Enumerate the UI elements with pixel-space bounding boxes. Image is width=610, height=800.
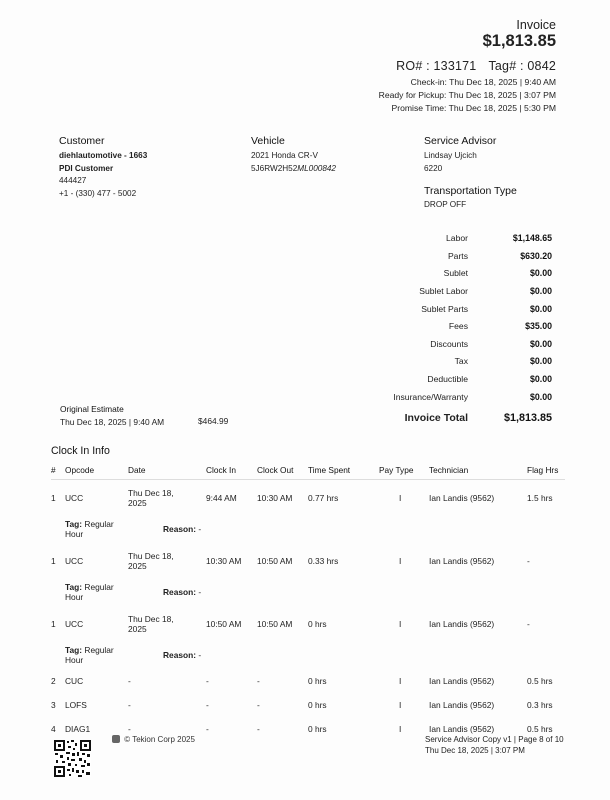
estimate-amount: $464.99 <box>198 416 229 426</box>
cell-opcode: DIAG1 <box>65 723 91 734</box>
table-row <box>51 480 565 516</box>
cell-opcode: CUC <box>65 675 84 686</box>
reason-cell <box>128 516 565 543</box>
cell-flag-hrs: 1.5 hrs <box>527 492 553 503</box>
customer-type: PDI Customer <box>59 163 114 173</box>
clock-in-table <box>51 462 565 741</box>
cell-flag-hrs: 0.3 hrs <box>527 699 553 710</box>
vehicle-vin <box>251 163 336 176</box>
cell-time-spent: 0 hrs <box>308 699 327 710</box>
qr-code <box>54 740 91 777</box>
totals-value-parts: $630.20 <box>520 251 552 261</box>
totals-value-insurance: $0.00 <box>529 392 552 402</box>
tag-value: Regular Hour <box>65 645 114 665</box>
totals-label-fees: Fees <box>448 321 468 331</box>
tag-label: Tag: <box>65 582 83 592</box>
cell-pay-type: I <box>399 675 402 686</box>
table-row <box>51 543 565 579</box>
col-time-spent: Time Spent <box>308 462 379 480</box>
cell-pay-type: I <box>399 723 402 734</box>
reason-label: Reason: <box>163 587 197 597</box>
totals-label-deductible: Deductible <box>427 374 468 384</box>
clock-header-row <box>51 462 565 480</box>
vin-suffix: ML000842 <box>297 163 336 173</box>
totals-value-sublet: $0.00 <box>529 268 552 278</box>
copyright <box>112 735 195 744</box>
vin-prefix: 5J6RW2H52 <box>251 163 298 173</box>
cell-time-spent: 0 hrs <box>308 675 327 686</box>
invoice-total-label: Invoice Total <box>404 412 468 424</box>
totals-label-labor: Labor <box>446 233 468 243</box>
cell-flag-hrs: - <box>527 618 530 629</box>
reason-cell <box>128 642 565 669</box>
tag-label: Tag# : <box>488 59 524 73</box>
cell-opcode: UCC <box>65 618 84 629</box>
cell-time-spent: 0 hrs <box>308 723 327 734</box>
cell-clock-out: - <box>257 675 260 686</box>
cell-flag-hrs: 0.5 hrs <box>527 675 553 686</box>
cell-num: 1 <box>51 555 56 566</box>
invoice-total-value: $1,813.85 <box>503 412 552 424</box>
tag-row <box>51 516 565 543</box>
invoice-label: Invoice <box>516 18 556 32</box>
totals-label-insurance: Insurance/Warranty <box>393 392 468 402</box>
reason-label: Reason: <box>163 650 197 660</box>
cell-clock-in: - <box>206 723 209 734</box>
transport-heading: Transportation Type <box>424 185 517 197</box>
tag-label: Tag: <box>65 519 83 529</box>
customer-block <box>59 135 147 200</box>
tag-value: Regular Hour <box>65 519 114 539</box>
cell-date: - <box>128 699 131 710</box>
cell-pay-type: I <box>399 699 402 710</box>
cell-opcode: UCC <box>65 555 84 566</box>
vehicle-heading: Vehicle <box>251 135 285 147</box>
cell-date: Thu Dec 18, 2025 <box>128 550 174 571</box>
cell-technician: Ian Landis (9562) <box>429 492 495 503</box>
col-opcode: Opcode <box>65 462 128 480</box>
tag-row <box>51 579 565 606</box>
copyright-text: © Tekion Corp 2025 <box>124 735 195 744</box>
cell-clock-out: 10:50 AM <box>257 618 293 629</box>
ready-time: Ready for Pickup: Thu Dec 18, 2025 | 3:07 PM <box>378 90 556 100</box>
totals-label-sublet-parts: Sublet Parts <box>421 304 468 314</box>
ro-number: 133171 <box>433 59 477 73</box>
col-num: # <box>51 462 65 480</box>
reason-value: - <box>198 587 202 597</box>
cell-technician: Ian Landis (9562) <box>429 675 495 686</box>
advisor-name: Lindsay Ujcich <box>424 151 477 160</box>
cell-num: 4 <box>51 723 56 734</box>
customer-phone: +1 - (330) 477 - 5002 <box>59 188 137 198</box>
cell-clock-in: - <box>206 699 209 710</box>
cell-date: Thu Dec 18, 2025 <box>128 487 174 508</box>
checkin-time: Check-in: Thu Dec 18, 2025 | 9:40 AM <box>410 77 556 87</box>
estimate-date: Thu Dec 18, 2025 | 9:40 AM <box>60 416 165 427</box>
cell-time-spent: 0.33 hrs <box>308 555 339 566</box>
cell-time-spent: 0 hrs <box>308 618 327 629</box>
tag-cell <box>51 579 128 606</box>
advisor-id: 6220 <box>424 163 443 173</box>
totals-value-deductible: $0.00 <box>529 374 552 384</box>
clock-in-title: Clock In Info <box>51 445 110 457</box>
cell-opcode: UCC <box>65 492 84 503</box>
totals-value-sublet-parts: $0.00 <box>529 304 552 314</box>
cell-opcode: LOFS <box>65 699 87 710</box>
cell-pay-type: I <box>399 618 402 629</box>
cell-date: - <box>128 723 131 734</box>
table-row <box>51 669 565 693</box>
col-clock-in: Clock In <box>206 462 257 480</box>
cell-technician: Ian Landis (9562) <box>429 699 495 710</box>
cell-num: 2 <box>51 675 56 686</box>
col-date: Date <box>128 462 206 480</box>
customer-heading: Customer <box>59 135 105 147</box>
invoice-total-header: $1,813.85 <box>482 32 556 50</box>
totals-value-fees: $35.00 <box>525 321 552 331</box>
col-pay-type: Pay Type <box>379 462 429 480</box>
printed-time: Thu Dec 18, 2025 | 3:07 PM <box>425 746 525 755</box>
totals-label-parts: Parts <box>447 251 468 261</box>
cell-flag-hrs: 0.5 hrs <box>527 723 553 734</box>
totals-value-discounts: $0.00 <box>529 339 552 349</box>
totals-value-sublet-labor: $0.00 <box>529 286 552 296</box>
col-technician: Technician <box>429 462 527 480</box>
cell-pay-type: I <box>399 492 402 503</box>
cell-technician: Ian Landis (9562) <box>429 618 495 629</box>
cell-num: 1 <box>51 618 56 629</box>
totals-label-sublet: Sublet <box>443 268 468 278</box>
cell-num: 3 <box>51 699 56 710</box>
tag-label: Tag: <box>65 645 83 655</box>
cell-date: - <box>128 675 131 686</box>
reason-cell <box>128 579 565 606</box>
reason-value: - <box>198 650 202 660</box>
cell-clock-out: 10:30 AM <box>257 492 293 503</box>
tekion-logo-icon <box>112 735 120 743</box>
cell-clock-out: - <box>257 723 260 734</box>
tag-value: Regular Hour <box>65 582 114 602</box>
transport-type: DROP OFF <box>424 200 467 209</box>
cell-date: Thu Dec 18, 2025 <box>128 613 174 634</box>
original-estimate <box>60 403 164 428</box>
cell-num: 1 <box>51 492 56 503</box>
cell-clock-out: 10:50 AM <box>257 555 293 566</box>
table-row <box>51 606 565 642</box>
qr-code-graphic <box>54 740 91 777</box>
reason-label: Reason: <box>163 524 197 534</box>
cell-clock-in: 10:50 AM <box>206 618 242 629</box>
estimate-heading: Original Estimate <box>60 404 124 414</box>
cell-time-spent: 0.77 hrs <box>308 492 339 503</box>
totals-label-sublet-labor: Sublet Labor <box>419 286 468 296</box>
advisor-block <box>424 135 517 212</box>
ro-tag-line <box>396 59 556 73</box>
copy-info: Service Advisor Copy v1 | Page 8 of 10 <box>425 735 564 744</box>
customer-id: 444427 <box>59 176 87 185</box>
cell-clock-in: 10:30 AM <box>206 555 242 566</box>
cell-flag-hrs: - <box>527 555 530 566</box>
cell-technician: Ian Landis (9562) <box>429 723 495 734</box>
col-clock-out: Clock Out <box>257 462 308 480</box>
customer-name: diehlautomotive - 1663 <box>59 151 148 160</box>
cell-pay-type: I <box>399 555 402 566</box>
cell-technician: Ian Landis (9562) <box>429 555 495 566</box>
totals-label-tax: Tax <box>454 356 468 366</box>
col-flag-hrs: Flag Hrs <box>527 462 565 480</box>
reason-value: - <box>198 524 202 534</box>
cell-clock-in: 9:44 AM <box>206 492 237 503</box>
tag-number: 0842 <box>527 59 556 73</box>
vehicle-model: 2021 Honda CR-V <box>251 151 318 160</box>
totals-label-discounts: Discounts <box>430 339 468 349</box>
tag-cell <box>51 516 128 543</box>
table-row <box>51 693 565 717</box>
totals-value-labor: $1,148.65 <box>512 233 552 243</box>
ro-label: RO# : <box>396 59 430 73</box>
cell-clock-out: - <box>257 699 260 710</box>
promise-time: Promise Time: Thu Dec 18, 2025 | 5:30 PM <box>391 103 556 113</box>
totals-value-tax: $0.00 <box>529 356 552 366</box>
tag-cell <box>51 642 128 669</box>
vehicle-block <box>251 135 336 175</box>
cell-clock-in: - <box>206 675 209 686</box>
tag-row <box>51 642 565 669</box>
advisor-heading: Service Advisor <box>424 135 497 147</box>
